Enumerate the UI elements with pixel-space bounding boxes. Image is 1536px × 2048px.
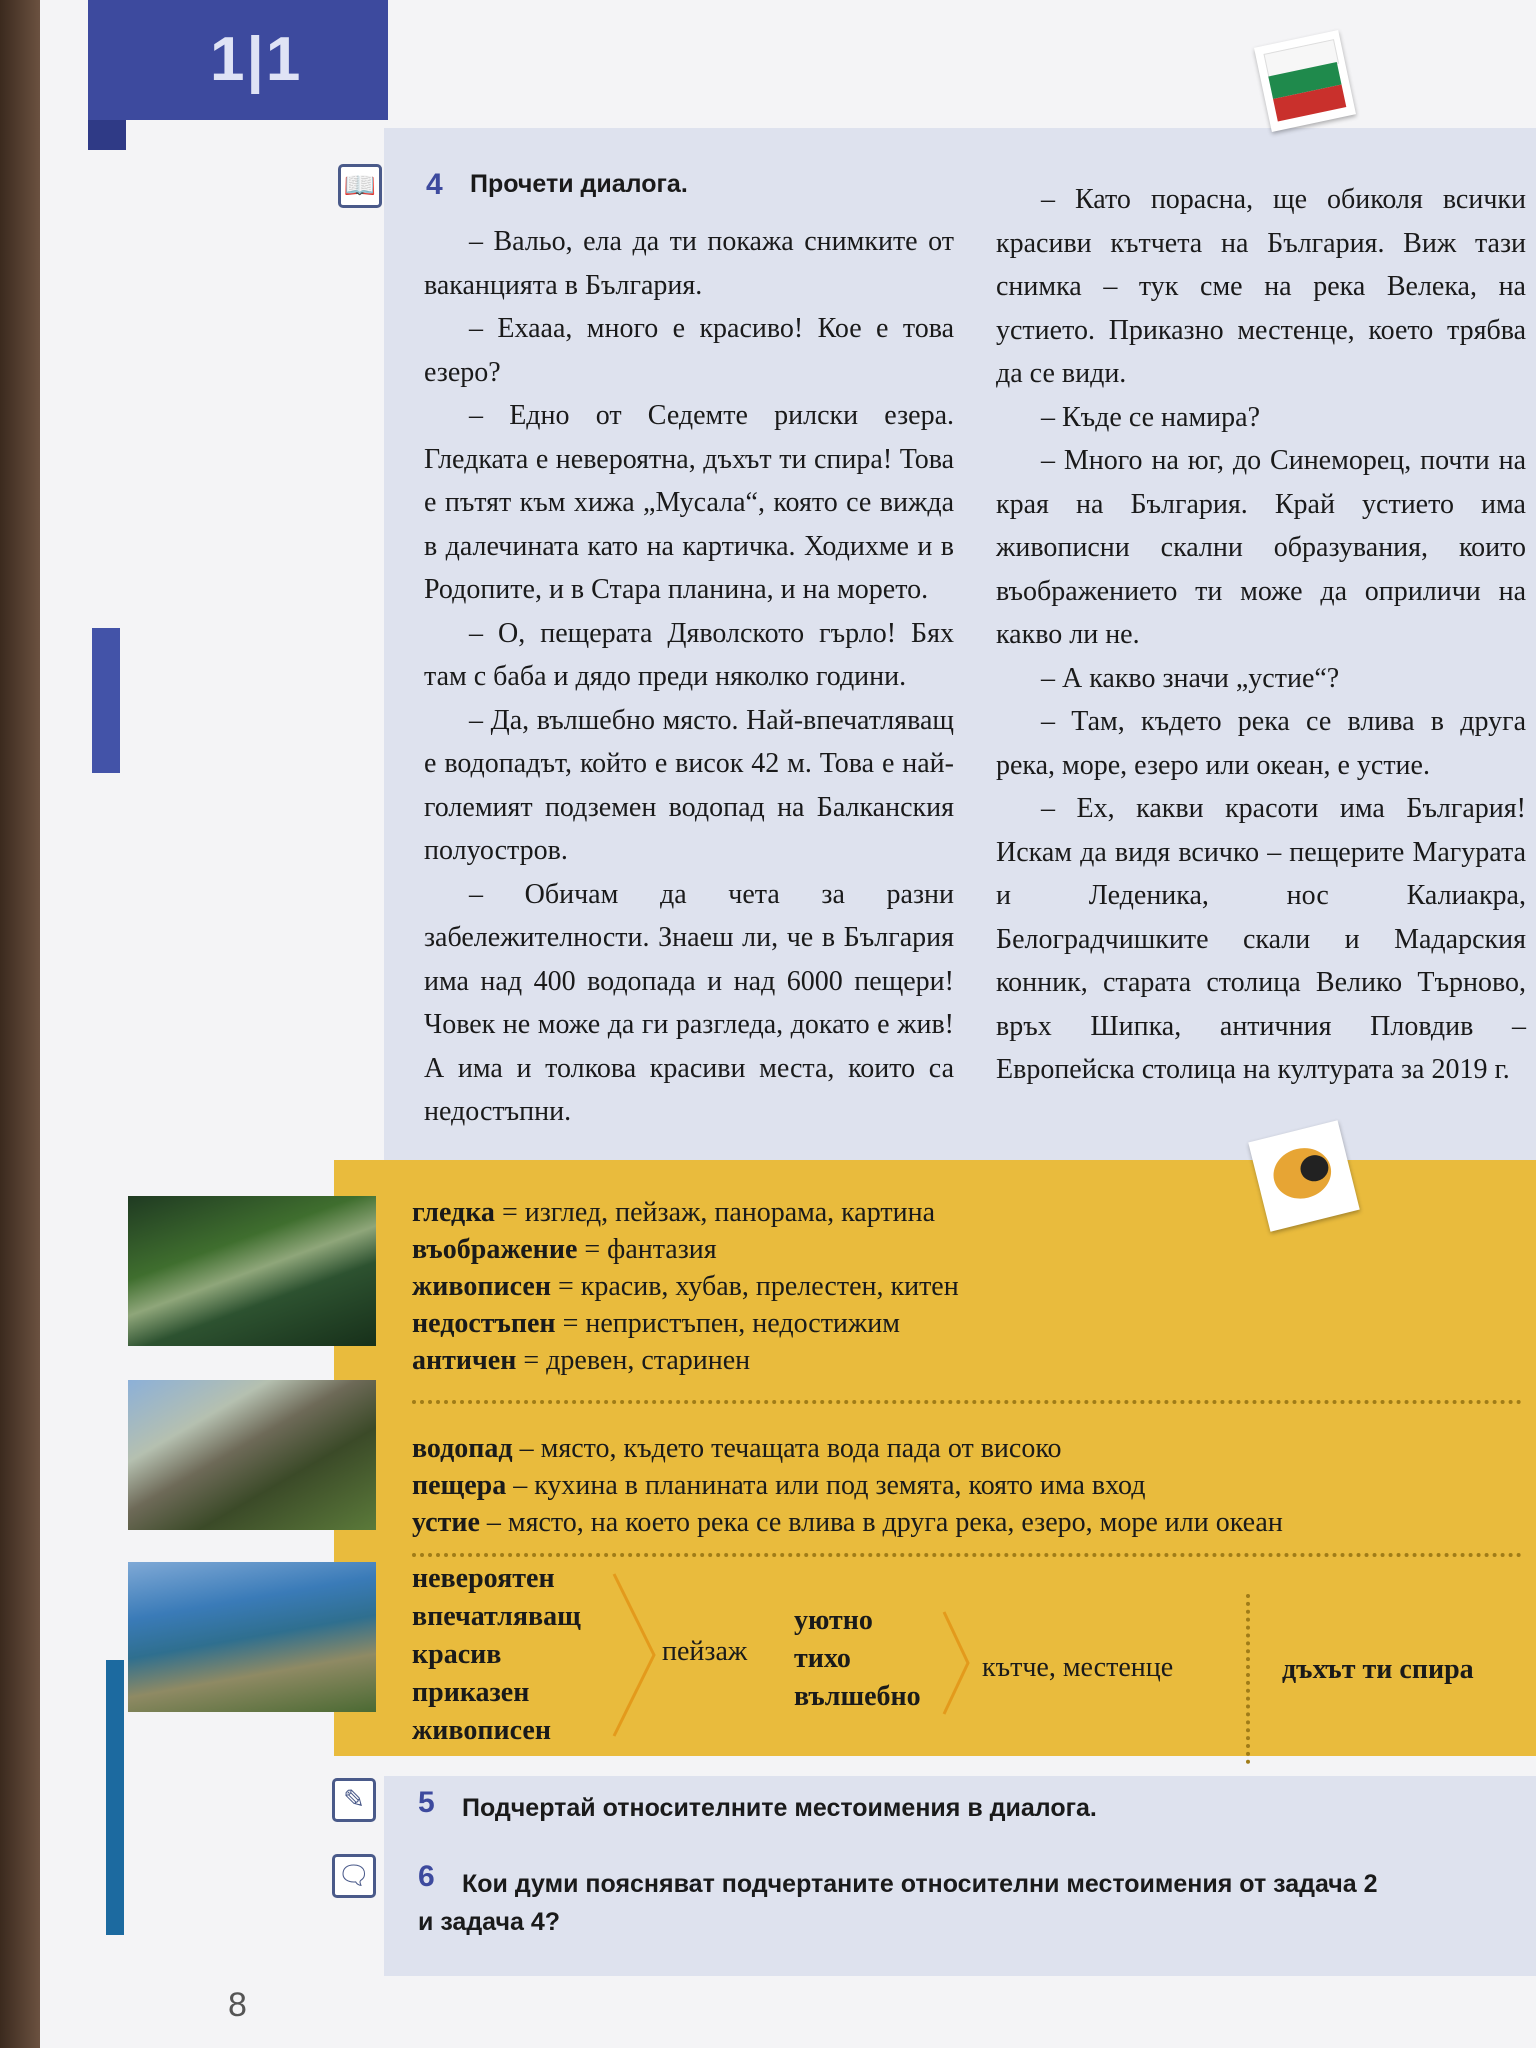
task-title: Прочети диалога. [470,170,688,198]
dialogue-line: – Като порасна, ще обиколя всички красиви кътчета на България. Виж тази снимка – тук сме на река Велека, на устието. Приказно местенце, което трябва да се види. [996,184,1526,389]
task-number: 6 [418,1860,435,1893]
dialogue-line: – Много на юг, до Синеморец, почти на края на България. Край устието има живописни скални образувания, които въображението ти може да оприличи на какво ли не. [996,445,1526,650]
dialogue-column-right [996,178,1526,1092]
speech-bubble-icon: 🗨 [332,1854,376,1898]
pencil-icon: ✎ [332,1778,376,1822]
synonym-row: гледка = изглед, пейзаж, панорама, картина [412,1197,935,1228]
river-mouth-photo [128,1562,376,1712]
dialogue-line: – Ехааа, много е красиво! Кое е това езеро? [424,313,954,388]
task-number: 5 [418,1786,435,1819]
definition-row: водопад – място, където течащата вода пада от високо [412,1433,1062,1464]
noun-landscape: пейзаж [662,1636,748,1667]
dialogue-column-left [424,220,954,1134]
synonym-row: живописен = красив, хубав, прелестен, китен [412,1271,959,1302]
dotted-vertical-divider [1246,1594,1250,1764]
task-number: 4 [426,168,443,201]
noun-corner: кътче, местенце [982,1652,1174,1683]
side-marker [92,628,120,773]
task-text: Подчертай относителните местоимения в диалога. [462,1794,1097,1822]
adjective-list-2: уютно тихо вълшебно [794,1605,921,1712]
dialogue-line: – Едно от Седемте рилски езера. Гледката е невероятна, дъхът ти спира! Това е пътят към хижа „Мусала“, която се вижда в далечината като на картичка. Ходихме и в Родопите, и в Стара планина, и на морето. [424,400,954,605]
bracket-arrow-icon [610,1570,660,1740]
dotted-divider [412,1400,1522,1404]
synonym-row: недостъпен = непристъпен, недостижим [412,1308,900,1339]
breathtaking-phrase: дъхът ти спира [1282,1654,1474,1685]
task-text-continued: и задача 4? [418,1908,561,1936]
page-number: 8 [228,1986,247,2024]
definition-row: пещера – кухина в планината или под земята, която има вход [412,1470,1146,1501]
side-marker-lower [106,1660,124,1935]
desk-edge [0,0,40,2048]
adjective-list: невероятен впечатляващ красив приказен живописен [412,1563,581,1746]
definition-row: устие – място, на което река се влива в друга река, езеро, море или океан [412,1507,1283,1538]
lesson-number: 1|1 [210,25,303,94]
dialogue-line: – Там, където река се влива в друга река, море, езеро или океан, е устие. [996,706,1526,781]
dialogue-line: – Ех, какви красоти има България! Искам да видя всичко – пещерите Магурата и Леденика, нос Калиакра, Белоградчишките скали и Мадарския конник, старата столица Велико Търново, връх Шипка, античния Пловдив – Европейска столица на културата за 2019 г. [996,793,1526,1085]
bracket-arrow-icon [940,1608,974,1718]
dialogue-line: – Да, вълшебно място. Най-впечатляващ е водопадът, който е висок 42 м. Това е най-големият подземен водопад на Балканския полуостров. [424,704,954,866]
dialogue-line: – Обичам да чета за разни забележителности. Знаеш ли, че в България има над 400 водопада и над 6000 пещери! Човек не може да ги разгледа, докато е жив! А има и толкова красиви места, които са недостъпни. [424,878,954,1127]
bulgarian-flag-icon [1254,30,1356,132]
dialogue-line: – Вальо, ела да ти покажа снимките от ваканцията в България. [424,226,954,301]
task-text: Кои думи поясняват подчертаните относителни местоимения от задача 2 [462,1870,1378,1898]
waterfall-photo [128,1196,376,1346]
dialogue-line: – О, пещерата Дяволското гърло! Бях там с баба и дядо преди няколко години. [424,617,954,692]
synonym-row: въображение = фантазия [412,1234,717,1265]
book-icon: 📖 [338,164,382,208]
dotted-divider [412,1553,1522,1557]
dialogue-line: – А какво значи „устие“? [1041,662,1340,694]
cave-photo [128,1380,376,1530]
synonym-row: античен = древен, старинен [412,1345,751,1376]
dialogue-line: – Къде се намира? [1041,401,1260,433]
